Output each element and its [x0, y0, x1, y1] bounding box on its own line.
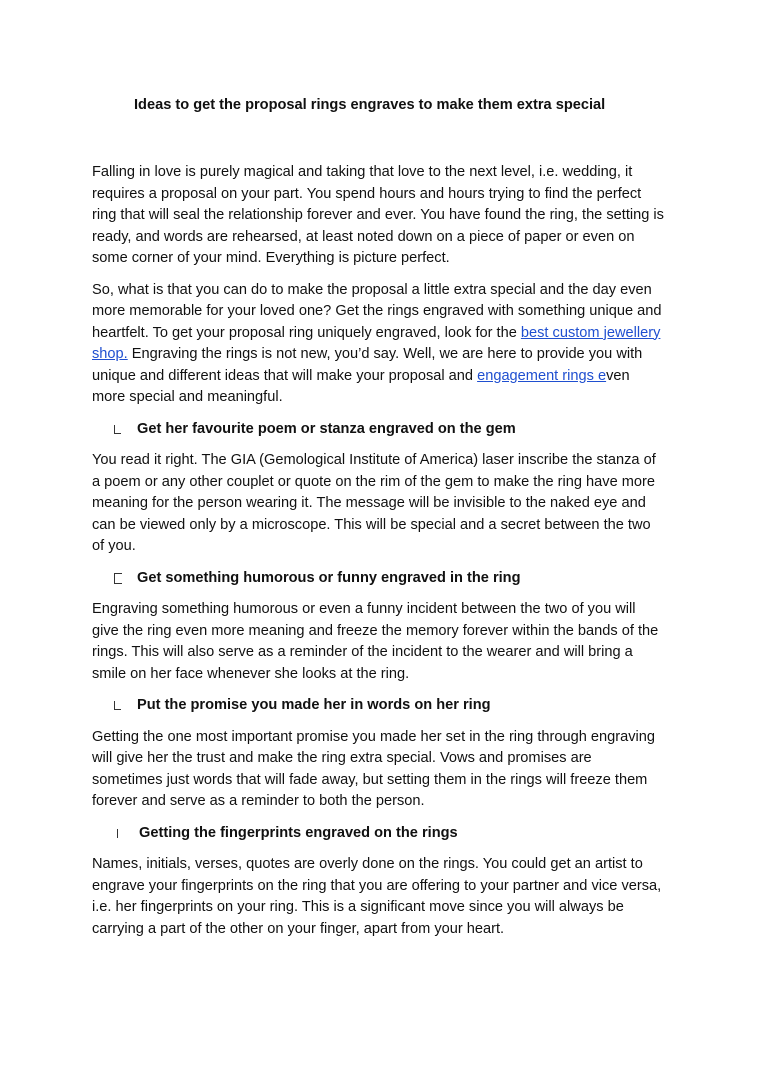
section-heading — [114, 568, 664, 590]
section-heading — [114, 695, 664, 717]
paragraph-text: Engraving the rings is not new, you’d say. Well, we are here to provide you with unique and different ideas that will make your proposal and — [92, 346, 643, 384]
bullet-icon — [114, 701, 121, 710]
section-body: You read it right. The GIA (Gemological Institute of America) laser inscribe the stanza of a poem or any other couplet or quote on the rim of the gem to make the ring have more meaning for the person wearing it. The message will be invisible to the naked eye and can be viewed only by a microscope. This will be special and a secret between the two of you. — [92, 452, 656, 554]
custom-jewellery-shop-link[interactable]: best custom jewellery shop. — [92, 324, 661, 362]
section-body: Names, initials, verses, quotes are overly done on the rings. You could get an artist to engrave your fingerprints on the ring that you are offering to your partner and vice versa, i.e. her fingerprints on your ring. This is a significant move since you will always be carrying a part of the other on your finger, apart from your heart. — [92, 856, 662, 937]
section-heading-text: Get something humorous or funny engraved in the ring — [137, 569, 521, 586]
section-heading-text: Getting the fingerprints engraved on the rings — [139, 824, 458, 841]
bullet-icon — [114, 573, 122, 584]
section-heading — [114, 823, 664, 845]
engagement-rings-link[interactable]: engagement rings e — [477, 367, 607, 384]
bullet-icon — [114, 425, 121, 434]
intro-paragraph: Falling in love is purely magical and taking that love to the next level, i.e. wedding, it requires a proposal on your part. You spend hours and hours trying to find the perfect ring that will seal the relationship forever and ever. You have found the ring, the setting is ready, and words are rehearsed, at least noted down on a piece of paper or even on some corner of your mind. Everything is picture perfect. — [92, 164, 664, 266]
section-heading-text: Get her favourite poem or stanza engraved on the gem — [137, 420, 516, 437]
section-heading — [114, 419, 664, 441]
paragraph-text: ven more special and meaningful. — [92, 367, 630, 405]
bullet-icon — [117, 829, 118, 838]
section-heading-text: Put the promise you made her in words on her ring — [137, 697, 491, 713]
section-body: Getting the one most important promise you made her set in the ring through engraving will give her the trust and make the ring extra special. Vows and promises are sometimes just words that will fade away, but setting them in the rings will freeze them forever and serve as a reminder to both the person. — [92, 728, 655, 809]
second-paragraph — [92, 280, 664, 409]
section-body: Engraving something humorous or even a funny incident between the two of you will give the ring even more meaning and freeze the memory forever within the bands of the rings. This will also serve as a reminder of the incident to the wearer and will bring a smile on her face whenever she looks at the ring. — [92, 601, 659, 682]
paragraph-text: So, what is that you can do to make the proposal a little extra special and the day even more memorable for your loved one? Get the rings engraved with something unique and heartfelt. To get your proposal ring uniquely engraved, look for the — [92, 281, 662, 341]
page-title: Ideas to get the proposal rings engraves to make them extra special — [134, 97, 606, 113]
